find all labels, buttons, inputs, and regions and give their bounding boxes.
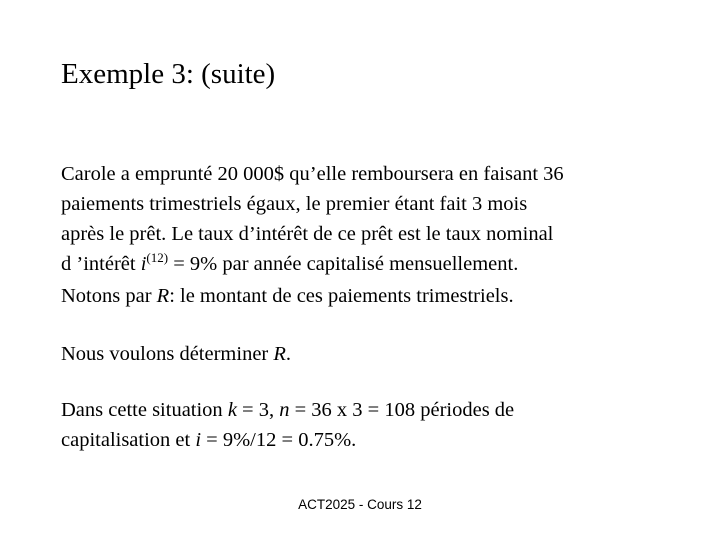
superscript-12: (12) [146, 250, 169, 265]
text-line [61, 425, 661, 455]
slide-body [61, 159, 661, 455]
text-line: Carole a emprunté 20 000$ qu’elle remboursera en faisant 36 [61, 163, 564, 185]
text-line-notation [61, 281, 661, 311]
text-fragment: Nous voulons déterminer [61, 343, 274, 365]
variable-k: k [227, 399, 237, 421]
text-fragment: capitalisation et [61, 429, 196, 451]
text-line: après le prêt. Le taux d’intérêt de ce prêt est le taux nominal [61, 223, 554, 245]
paragraph-problem-statement [61, 159, 661, 311]
variable-n: n [279, 399, 290, 421]
text-line [61, 395, 661, 425]
paragraph-parameters [61, 395, 661, 455]
text-fragment: . [285, 343, 292, 365]
text-fragment: Notons par [61, 285, 157, 307]
text-line-interest-rate [61, 249, 661, 281]
text-line [61, 339, 661, 369]
text-fragment: d ’intérêt [61, 253, 141, 275]
text-fragment: = 9%/12 = 0.75%. [201, 429, 357, 451]
slide-footer: ACT2025 - Cours 12 [298, 497, 422, 512]
text-line: paiements trimestriels égaux, le premier étant fait 3 mois [61, 193, 528, 215]
text-fragment: = 3, [236, 399, 280, 421]
variable-i: i [195, 429, 202, 451]
text-fragment: = 9% par année capitalisé mensuellement. [168, 253, 519, 275]
slide-title: Exemple 3: (suite) [61, 58, 276, 90]
text-fragment: : le montant de ces paiements trimestriels. [169, 285, 514, 307]
variable-r: R [156, 285, 170, 307]
paragraph-objective [61, 339, 661, 369]
text-fragment: = 36 x 3 = 108 périodes de [289, 399, 515, 421]
text-fragment: Dans cette situation [61, 399, 228, 421]
variable-i: i [140, 253, 147, 275]
variable-r: R [273, 343, 286, 365]
